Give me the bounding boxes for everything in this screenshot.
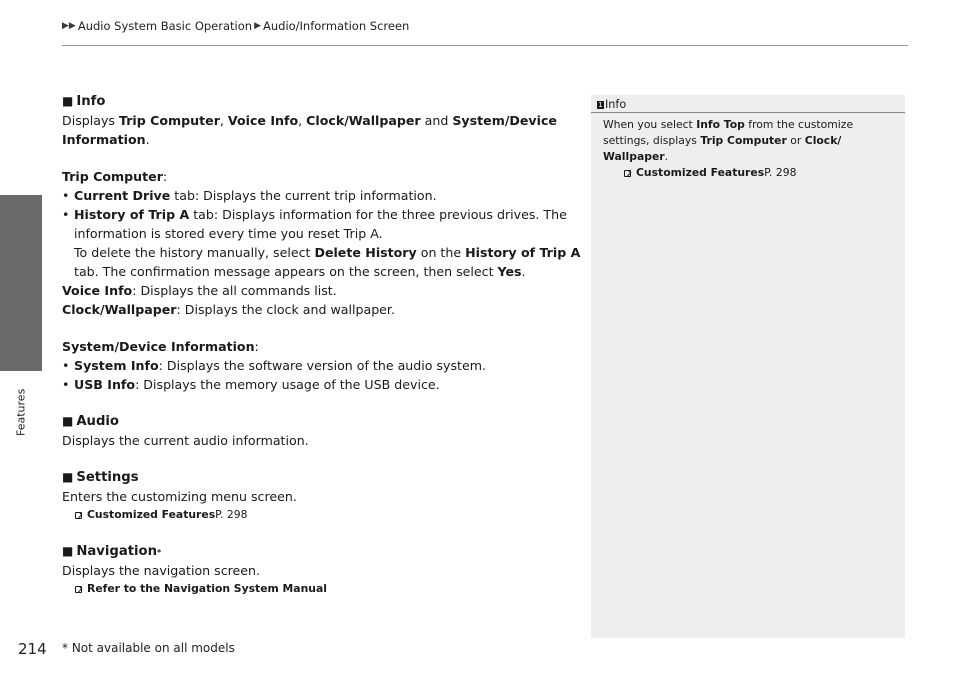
breadcrumb: [62, 19, 409, 33]
list-item: • USB Info: Displays the memory usage of the USB device.: [62, 377, 440, 392]
info-sidebar: [591, 95, 905, 638]
list-item-continuation: information is stored every time you reset Trip A.: [74, 226, 383, 241]
chapter-label: Features: [14, 388, 28, 436]
breadcrumb-arrow-icon: ▶: [254, 21, 261, 31]
list-item-continuation: tab. The confirmation message appears on the screen, then select Yes.: [74, 264, 526, 279]
breadcrumb-page-link[interactable]: Audio/Information Screen: [262, 19, 410, 33]
section-heading-settings: ■ Settings: [62, 470, 139, 485]
trip-computer-label: Trip Computer:: [62, 169, 168, 184]
header-divider: [62, 45, 908, 46]
settings-description: Enters the customizing menu screen.: [62, 489, 297, 504]
cross-reference-icon: [74, 511, 83, 520]
cross-reference-link[interactable]: Refer to the Navigation System Manual: [62, 580, 582, 598]
section-heading-navigation: ■ Navigation *: [62, 544, 162, 559]
chapter-tab: [0, 195, 42, 371]
sidebar-title: 1 Info: [591, 95, 905, 113]
square-bullet-icon: ■: [62, 470, 74, 484]
breadcrumb-section-link[interactable]: Audio System Basic Operation: [77, 19, 253, 33]
breadcrumb-arrow-icon: ▶▶: [62, 21, 76, 31]
main-content: [62, 92, 582, 598]
square-bullet-icon: ■: [62, 544, 74, 558]
square-bullet-icon: ■: [62, 414, 74, 428]
clock-wallpaper-line: Clock/Wallpaper: Displays the clock and wallpaper.: [62, 302, 395, 317]
cross-reference-link[interactable]: Customized Features P. 298: [62, 506, 582, 524]
cross-reference-icon: [623, 169, 632, 178]
cross-reference-icon: [74, 585, 83, 594]
section-heading-info: ■ Info: [62, 94, 106, 109]
info-description: Displays Trip Computer, Voice Info, Clock/Wallpaper and System/Device Information.: [62, 113, 557, 147]
footnote: * Not available on all models: [62, 641, 235, 655]
list-item: • System Info: Displays the software version of the audio system.: [62, 358, 487, 373]
system-device-label: System/Device Information:: [62, 339, 259, 354]
voice-info-line: Voice Info: Displays the all commands list.: [62, 283, 337, 298]
note-icon: 1: [598, 100, 603, 109]
list-item: • History of Trip A tab: Displays information for the three previous drives. The: [62, 207, 567, 222]
square-bullet-icon: ■: [62, 94, 74, 108]
audio-description: Displays the current audio information.: [62, 433, 309, 448]
list-item-continuation: To delete the history manually, select Delete History on the History of Trip A: [74, 245, 581, 260]
cross-reference-link[interactable]: Customized Features P. 298: [603, 165, 893, 181]
page-number: 214: [18, 640, 47, 658]
section-heading-audio: ■ Audio: [62, 414, 119, 429]
list-item: • Current Drive tab: Displays the current trip information.: [62, 188, 437, 203]
sidebar-body: When you select Info Top from the customize settings, displays Trip Computer or Clock/ Wallpaper. Customized Features P. 298: [591, 113, 905, 181]
navigation-description: Displays the navigation screen.: [62, 563, 261, 578]
